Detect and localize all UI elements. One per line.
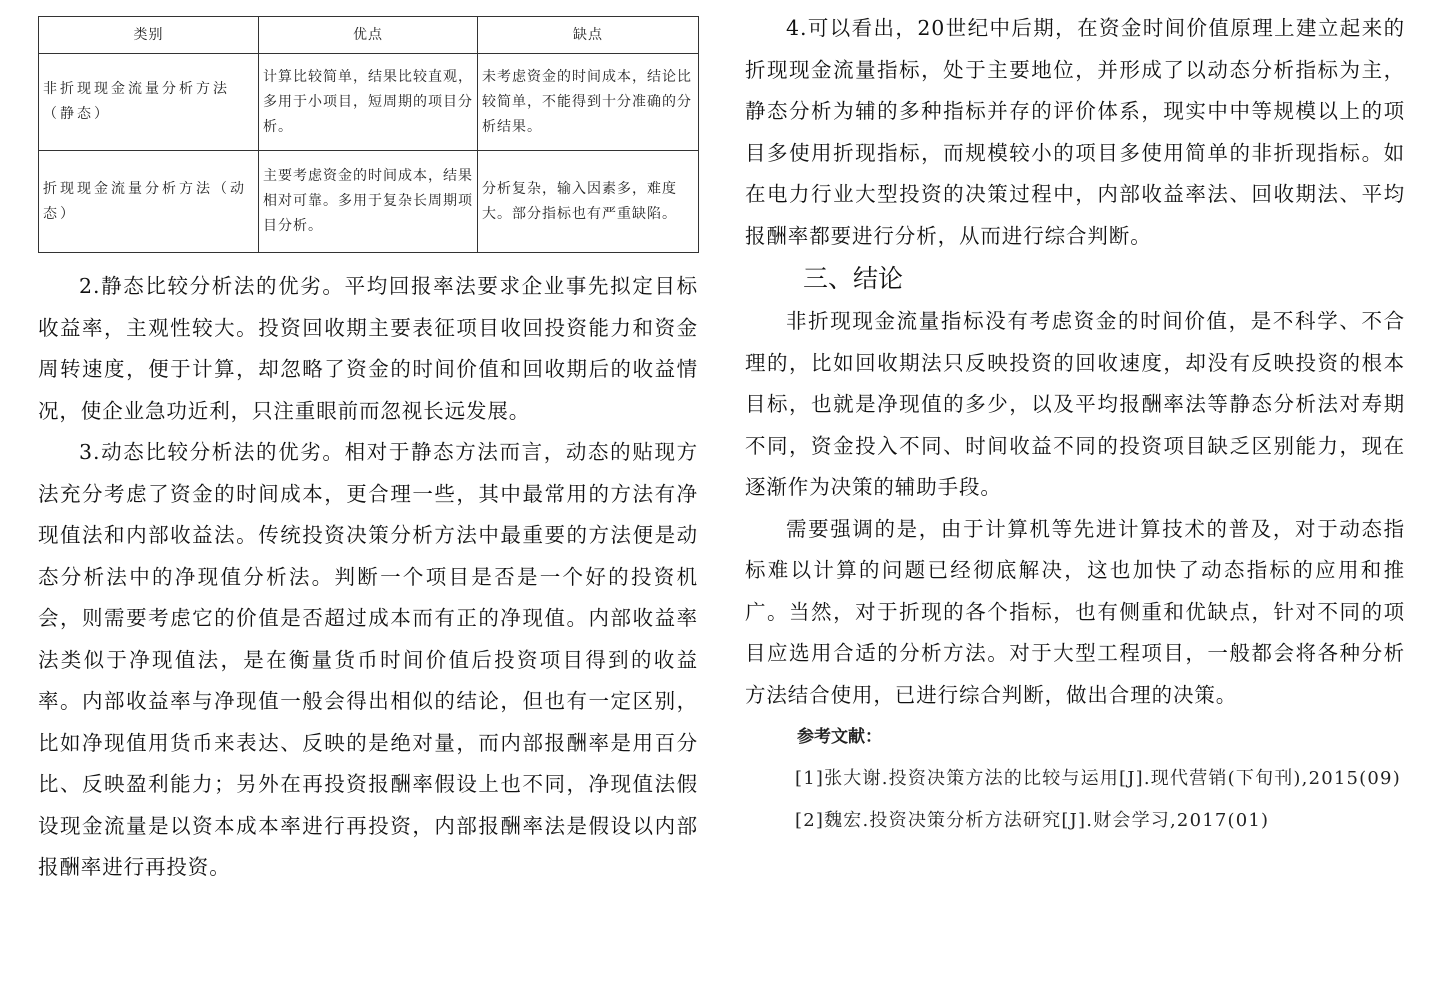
table-cell-pros: 主要考虑资金的时间成本，结果相对可靠。多用于复杂长周期项目分析。 [259, 151, 478, 253]
right-column [745, 8, 1405, 842]
section-heading: 三、结论 [803, 264, 904, 293]
table-header-row [39, 17, 699, 54]
table-cell-cons: 分析复杂，输入因素多，难度大。部分指标也有严重缺陷。 [478, 151, 699, 253]
table-header-pros: 优点 [259, 17, 478, 54]
table-cell-cons: 未考虑资金的时间成本，结论比较简单，不能得到十分准确的分析结果。 [478, 54, 699, 151]
table-row [39, 54, 699, 151]
table-cell-category: 非折现现金流量分析方法（静态） [39, 54, 259, 151]
body-paragraph: 2.静态比较分析法的优劣。平均回报率法要求企业事先拟定目标收益率，主观性较大。投资回收期主要表征项目收回投资能力和资金周转速度，便于计算，却忽略了资金的时间价值和回收期后的收益情况，使企业急功近利，只注重眼前而忽视长远发展。 [38, 274, 698, 423]
reference-item: [2]魏宏.投资决策分析方法研究[J].财会学习,2017(01) [795, 810, 1270, 831]
references-title: 参考文献： [797, 727, 882, 747]
table-cell-pros: 计算比较简单，结果比较直观，多用于小项目，短周期的项目分析。 [259, 54, 478, 151]
table-header-category: 类别 [39, 17, 259, 54]
body-paragraph: 需要强调的是，由于计算机等先进计算技术的普及，对于动态指标难以计算的问题已经彻底解决，这也加快了动态指标的应用和推广。当然，对于折现的各个指标，也有侧重和优缺点，针对不同的项目应选用合适的分析方法。对于大型工程项目，一般都会将各种分析方法结合使用，已进行综合判断，做出合理的决策。 [745, 516, 1405, 707]
body-paragraph: 4.可以看出，20世纪中后期，在资金时间价值原理上建立起来的折现现金流量指标，处于主要地位，并形成了以动态分析指标为主，静态分析为辅的多种指标并存的评价体系，现实中中等规模以上的项目多使用折现指标，而规模较小的项目多使用简单的非折现指标。如在电力行业大型投资的决策过程中，内部收益率法、回收期法、平均报酬率都要进行分析，从而进行综合判断。 [745, 16, 1405, 248]
left-column [38, 16, 698, 889]
body-paragraph: 3.动态比较分析法的优劣。相对于静态方法而言，动态的贴现方法充分考虑了资金的时间成本，更合理一些，其中最常用的方法有净现值法和内部收益法。传统投资决策分析方法中最重要的方法便是动态分析法中的净现值分析法。判断一个项目是否是一个好的投资机会，则需要考虑它的价值是否超过成本而有正的净现值。内部收益率法类似于净现值法，是在衡量货币时间价值后投资项目得到的收益率。内部收益率与净现值一般会得出相似的结论，但也有一定区别，比如净现值用货币来表达、反映的是绝对量，而内部报酬率是用百分比、反映盈利能力；另外在再投资报酬率假设上也不同，净现值法假设现金流量是以资本成本率进行再投资，内部报酬率法是假设以内部报酬率进行再投资。 [38, 440, 698, 879]
comparison-table [38, 16, 699, 253]
table-header-cons: 缺点 [478, 17, 699, 54]
table-cell-category: 折现现金流量分析方法（动态） [39, 151, 259, 253]
table-row [39, 151, 699, 253]
reference-item: [1]张大谢.投资决策方法的比较与运用[J].现代营销(下旬刊),2015(09) [795, 768, 1401, 789]
body-paragraph: 非折现现金流量指标没有考虑资金的时间价值，是不科学、不合理的，比如回收期法只反映投资的回收速度，却没有反映投资的根本目标，也就是净现值的多少，以及平均报酬率法等静态分析法对寿期不同，资金投入不同、时间收益不同的投资项目缺乏区别能力，现在逐渐作为决策的辅助手段。 [745, 309, 1405, 499]
